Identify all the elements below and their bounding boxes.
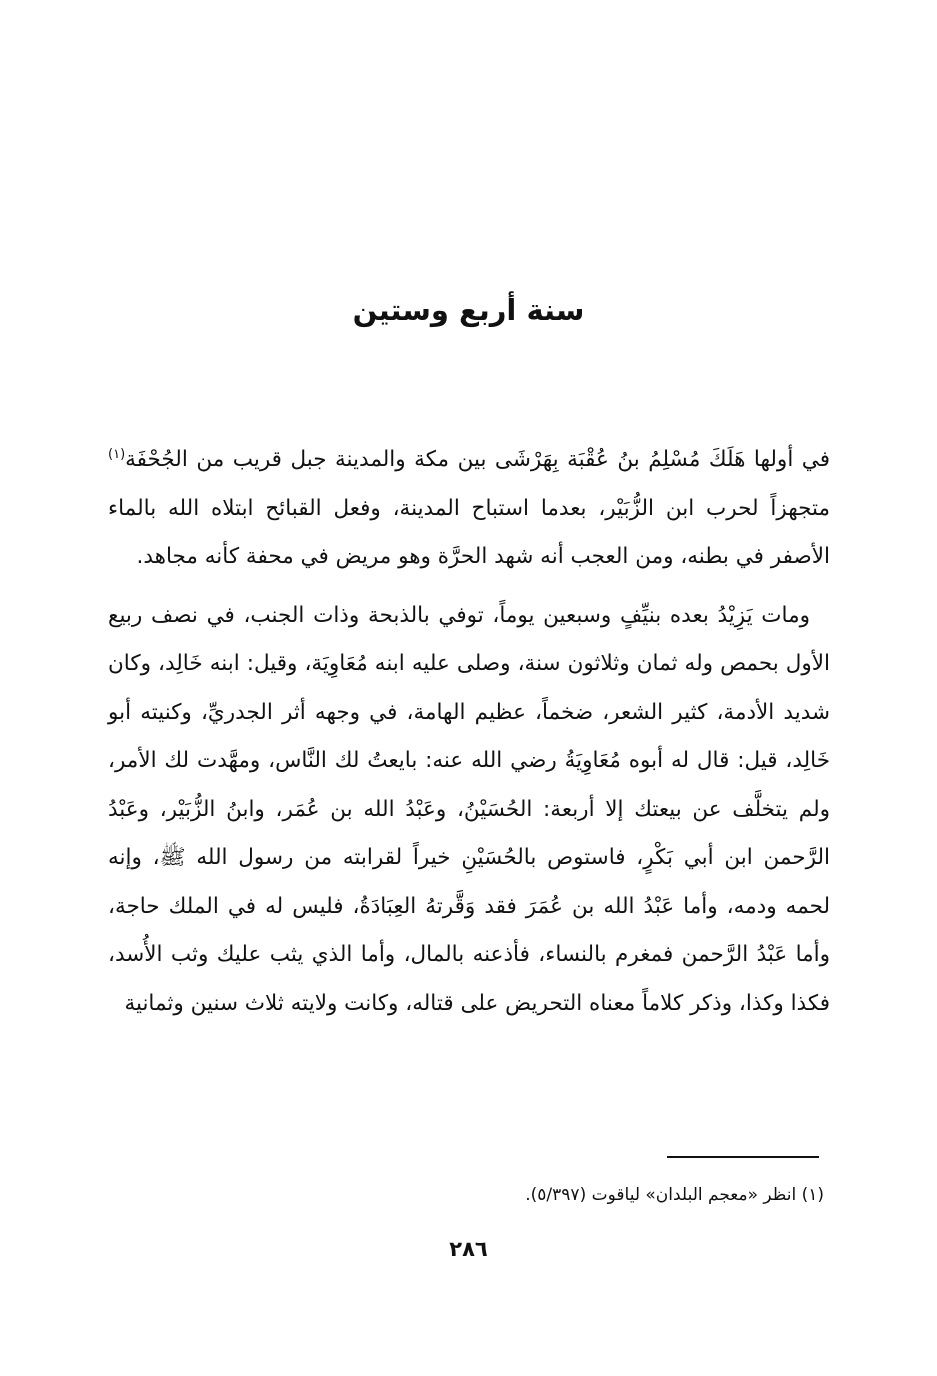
paragraph-1-text-b: متجهزاً لحرب ابن الزُّبَيْر، بعدما استباح المدينة، وفعل القبائح ابتلاه الله بالماء الأصفر في بطنه، ومن العجب أنه شهد الحرَّة وهو مريض في محفة كأنه مجاهد. xyxy=(108,495,830,569)
page-number: ٢٨٦ xyxy=(449,1237,488,1261)
footnote-divider xyxy=(667,1156,819,1158)
paragraph-1-text-a: في أولها هَلَكَ مُسْلِمُ بنُ عُقْبَة بِهَرْشَى بين مكة والمدينة جبل قريب من الجُحْفَة xyxy=(125,447,830,472)
footnote: (١) انظر «معجم البلدان» لياقوت (٥/٣٩٧). xyxy=(525,1185,824,1205)
paragraph-2: ومات يَزِيْدُ بعده بنيِّفٍ وسبعين يوماً، توفي بالذبحة وذات الجنب، في نصف ربيع الأول بحمص وله ثمان وثلاثون سنة، وصلى عليه ابنه مُعَاوِيَة، وقيل: ابنه خَالِد، وكان شديد الأدمة، كثير الشعر، ضخماً، عظيم الهامة، في وجهه أثر الجدريِّ، وكنيته أبو خَالِد، قيل: قال له أبوه مُعَاوِيَةُ رضي الله عنه: بايعتُ لك النَّاس، ومهَّدت لك الأمر، ولم يتخلَّف عن بيعتك إلا أربعة: الحُسَيْنُ، وعَبْدُ الله بن عُمَر، وابنُ الزُّبَيْر، وعَبْدُ الرَّحمن ابن أبي بَكْرٍ، فاستوص بالحُسَيْنِ خيراً لقرابته من رسول الله ﷺ، وإنه لحمه ودمه، وأما عَبْدُ الله بن عُمَرَ فقد وَقَّرتهُ العِبَادَةُ، فليس له في الملك حاجة، وأما عَبْدُ الرَّحمن فمغرم بالنساء، فأذعنه بالمال، وأما الذي يثب عليك وثب الأُسد، فكذا وكذا، وذكر كلاماً معناه التحريض على قتاله، وكانت ولايته ثلاث سنين وثمانية xyxy=(108,602,830,1016)
chapter-heading: سنة أربع وستين xyxy=(352,293,585,327)
paragraph-1 xyxy=(108,436,830,582)
footnote-reference: (١) xyxy=(108,446,126,462)
main-text xyxy=(108,436,830,1028)
